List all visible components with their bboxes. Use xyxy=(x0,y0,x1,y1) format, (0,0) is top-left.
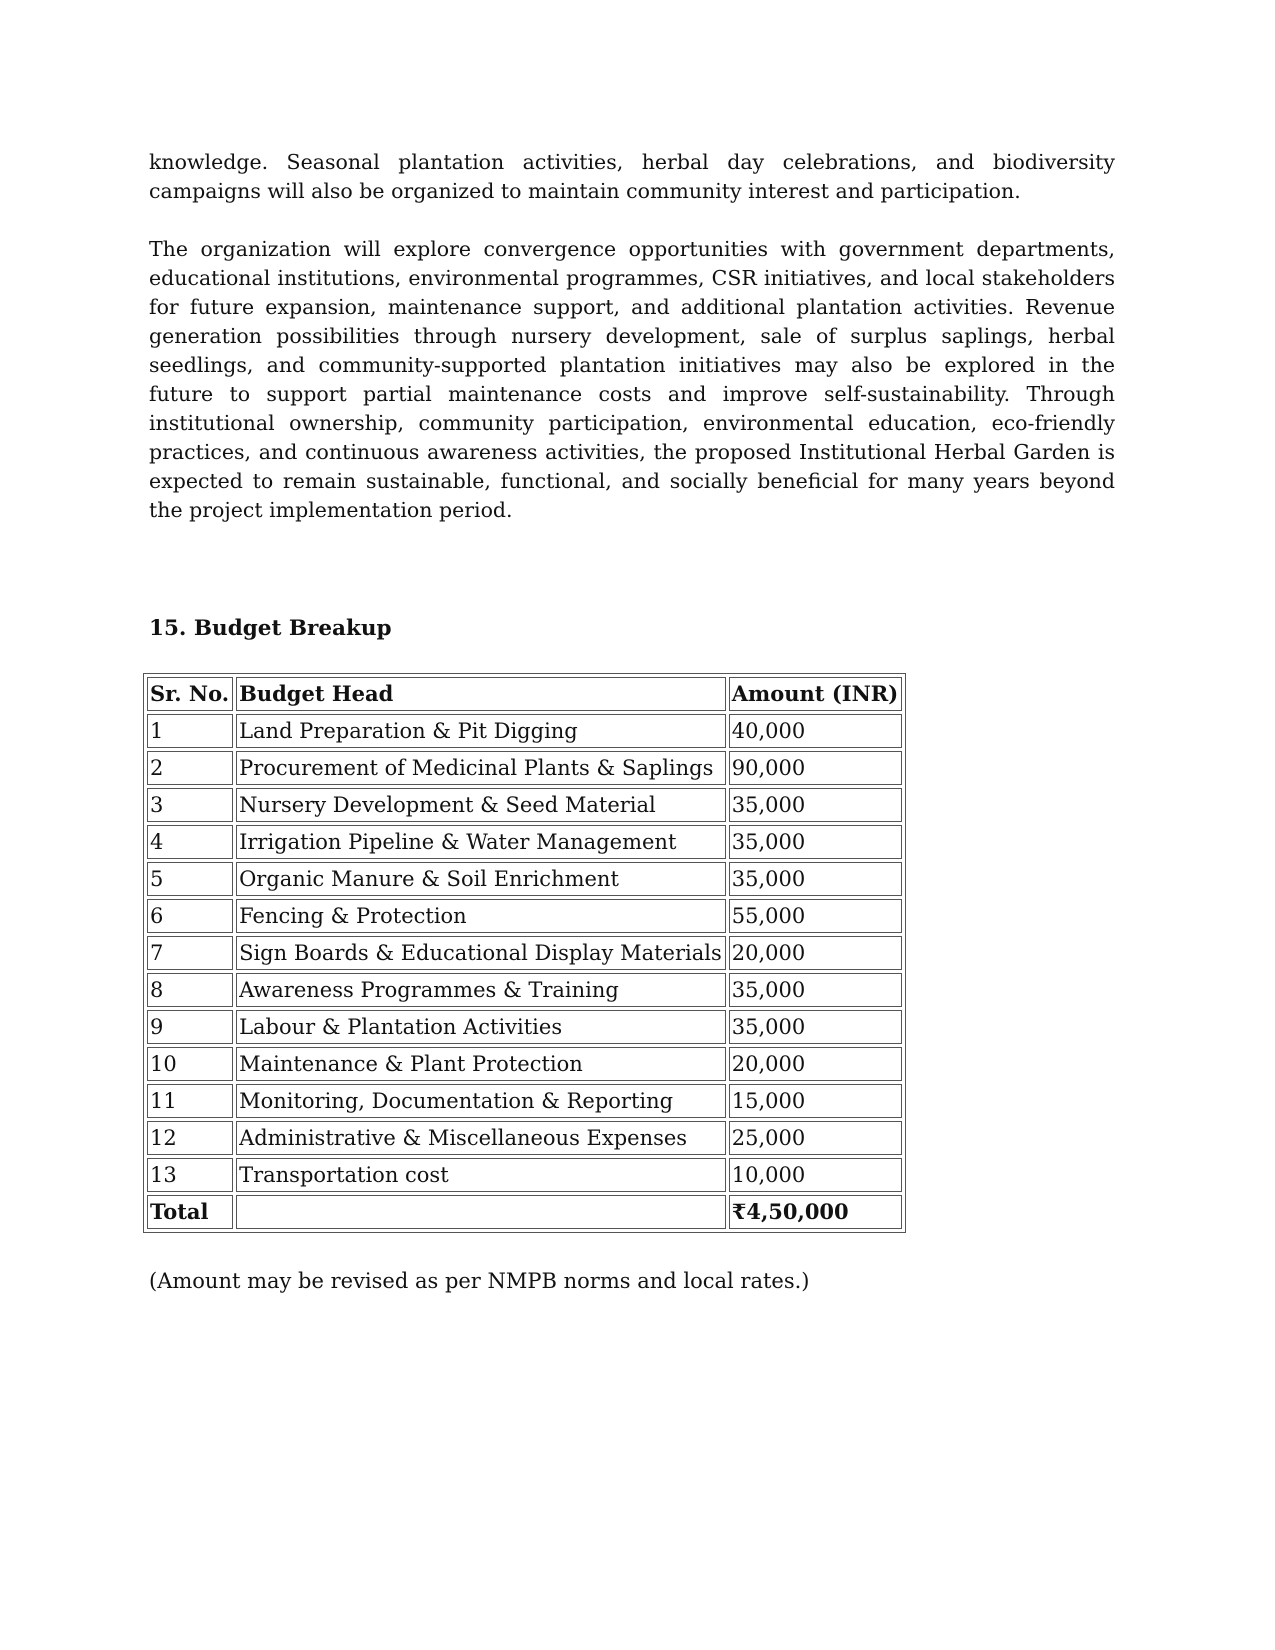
cell-budget-head: Sign Boards & Educational Display Materials xyxy=(236,936,726,970)
table-row xyxy=(147,973,902,1007)
cell-sr-no: 12 xyxy=(147,1121,233,1155)
table-row xyxy=(147,1047,902,1081)
budget-note: (Amount may be revised as per NMPB norms and local rates.) xyxy=(149,1269,810,1293)
budget-table-header xyxy=(147,677,902,711)
table-row xyxy=(147,862,902,896)
cell-sr-no: 6 xyxy=(147,899,233,933)
table-row xyxy=(147,788,902,822)
budget-table-body xyxy=(147,714,902,1192)
paragraph-sustainability: The organization will explore convergence opportunities with government departments, educational institutions, environmental programmes, CSR initiatives, and local stakeholders for future expansion, maintenance support, and additional plantation activities. Revenue generation possibilities through nursery development, sale of surplus saplings, herbal seedlings, and community-supported plantation initiatives may also be explored in the future to support partial maintenance costs and improve self-sustainability. Through institutional ownership, community participation, environmental education, eco-friendly practices, and continuous awareness activities, the proposed Institutional Herbal Garden is expected to remain sustainable, functional, and socially beneficial for many years beyond the project implementation period. xyxy=(149,237,1115,522)
cell-sr-no: 7 xyxy=(147,936,233,970)
document-body xyxy=(149,148,1115,525)
table-header-row xyxy=(147,677,902,711)
total-label: Total xyxy=(147,1195,233,1229)
cell-budget-head: Maintenance & Plant Protection xyxy=(236,1047,726,1081)
budget-table-container xyxy=(143,673,906,1233)
cell-sr-no: 11 xyxy=(147,1084,233,1118)
table-row xyxy=(147,936,902,970)
cell-amount: 35,000 xyxy=(729,1010,902,1044)
table-row xyxy=(147,1158,902,1192)
cell-budget-head: Procurement of Medicinal Plants & Saplings xyxy=(236,751,726,785)
header-sr-no: Sr. No. xyxy=(147,677,233,711)
cell-amount: 90,000 xyxy=(729,751,902,785)
cell-budget-head: Administrative & Miscellaneous Expenses xyxy=(236,1121,726,1155)
cell-amount: 35,000 xyxy=(729,825,902,859)
budget-table-footer xyxy=(147,1195,902,1229)
cell-budget-head: Nursery Development & Seed Material xyxy=(236,788,726,822)
table-row xyxy=(147,899,902,933)
cell-amount: 25,000 xyxy=(729,1121,902,1155)
section-heading: 15. Budget Breakup xyxy=(149,616,392,641)
total-row xyxy=(147,1195,902,1229)
table-row xyxy=(147,825,902,859)
cell-amount: 35,000 xyxy=(729,862,902,896)
cell-amount: 10,000 xyxy=(729,1158,902,1192)
cell-budget-head: Organic Manure & Soil Enrichment xyxy=(236,862,726,896)
cell-amount: 40,000 xyxy=(729,714,902,748)
total-head xyxy=(236,1195,726,1229)
cell-sr-no: 5 xyxy=(147,862,233,896)
cell-sr-no: 4 xyxy=(147,825,233,859)
cell-budget-head: Fencing & Protection xyxy=(236,899,726,933)
cell-amount: 15,000 xyxy=(729,1084,902,1118)
cell-budget-head: Irrigation Pipeline & Water Management xyxy=(236,825,726,859)
cell-budget-head: Labour & Plantation Activities xyxy=(236,1010,726,1044)
table-row xyxy=(147,714,902,748)
total-amount: ₹4,50,000 xyxy=(729,1195,902,1229)
cell-sr-no: 9 xyxy=(147,1010,233,1044)
header-budget-head: Budget Head xyxy=(236,677,726,711)
cell-budget-head: Awareness Programmes & Training xyxy=(236,973,726,1007)
paragraph-intro: knowledge. Seasonal plantation activities, herbal day celebrations, and biodiversity campaigns will also be organized to maintain community interest and participation. xyxy=(149,150,1115,203)
cell-sr-no: 8 xyxy=(147,973,233,1007)
cell-amount: 20,000 xyxy=(729,936,902,970)
cell-budget-head: Monitoring, Documentation & Reporting xyxy=(236,1084,726,1118)
header-amount: Amount (INR) xyxy=(729,677,902,711)
table-row xyxy=(147,1084,902,1118)
cell-budget-head: Transportation cost xyxy=(236,1158,726,1192)
cell-budget-head: Land Preparation & Pit Digging xyxy=(236,714,726,748)
cell-sr-no: 2 xyxy=(147,751,233,785)
cell-sr-no: 1 xyxy=(147,714,233,748)
cell-sr-no: 10 xyxy=(147,1047,233,1081)
table-row xyxy=(147,1121,902,1155)
cell-amount: 35,000 xyxy=(729,973,902,1007)
cell-amount: 20,000 xyxy=(729,1047,902,1081)
table-row xyxy=(147,751,902,785)
cell-sr-no: 13 xyxy=(147,1158,233,1192)
table-row xyxy=(147,1010,902,1044)
cell-amount: 35,000 xyxy=(729,788,902,822)
cell-amount: 55,000 xyxy=(729,899,902,933)
budget-table xyxy=(143,673,906,1233)
cell-sr-no: 3 xyxy=(147,788,233,822)
